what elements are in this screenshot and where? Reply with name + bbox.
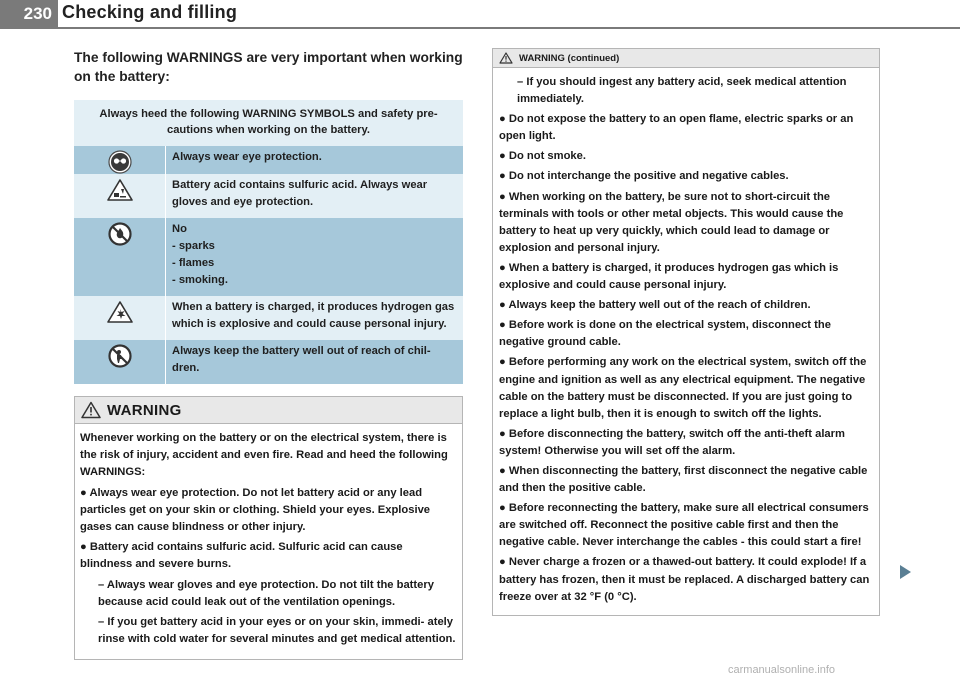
symbol-text: When a battery is charged, it produces hydrogen gas which is explosive and could cause personal injury. [165, 296, 463, 340]
warning-item: ● Never charge a frozen or a thawed-out battery. It could explode! If a battery has frozen, then it must be replaced. A discharged battery can freeze over at 32 °F (0 °C). [499, 556, 870, 603]
warning-item: ● Before disconnecting the battery, switch off the anti-theft alarm system! Otherwise you will set off the alarm. [499, 427, 845, 457]
warning-item: ● When a battery is charged, it produces hydrogen gas which is explosive and could cause personal injury. [499, 261, 839, 292]
warning-subitem: – If you should ingest any battery acid, seek medical attention immediately. [517, 76, 847, 106]
warning-intro: Whenever working on the battery or on the electrical system, there is the risk of injury, accident and even fire. Read and heed the following WARNINGS: [80, 432, 448, 479]
intro-text: The following WARNINGS are very important when working on the battery: [74, 50, 463, 84]
warning-symbols-table [74, 100, 463, 384]
warning-item: ● Before reconnecting the battery, make sure all electrical consumers are switched off. Reconnect the positive cable first and then the negative cable. Never interchange the cables - this could start a fire! [499, 502, 869, 549]
right-column [492, 48, 880, 616]
warning-item: ● Do not smoke. [499, 150, 586, 163]
warning-continued-title: WARNING (continued) [519, 52, 620, 64]
warning-item: ● Do not expose the battery to an open flame, electric sparks or an open light. [499, 113, 854, 143]
warning-continued-box [492, 48, 880, 616]
warning-continued-header [493, 49, 879, 68]
warning-item: ● When disconnecting the battery, first disconnect the negative cable and then the positive cable. [499, 464, 868, 495]
symbol-row [74, 174, 463, 218]
warning-item: ● Before work is done on the electrical system, disconnect the negative ground cable. [499, 319, 831, 349]
warning-item: ● Always keep the battery well out of the reach of children. [499, 299, 811, 312]
symbol-row [74, 340, 463, 384]
warning-triangle-icon [81, 401, 101, 419]
symbol-text: No - sparks - flames - smoking. [165, 218, 463, 296]
symbol-row [74, 218, 463, 296]
warning-subitem: – Always wear gloves and eye protection. Do not tilt the battery because acid could leak out of the ventilation openings. [98, 578, 434, 608]
explosion-warning-icon [107, 300, 133, 324]
warning-triangle-icon [499, 52, 513, 64]
warning-item: ● Before performing any work on the electrical system, switch off the engine and ignition as well as any electrical equipment. The negative cable on the battery must be disconnected. If you are just going to replace a light bulb, then it is enough to switch off the lights. [499, 356, 867, 420]
header-rule [0, 27, 960, 29]
warning-item: ● Battery acid contains sulfuric acid. Sulfuric acid can cause blindness and severe burns. [80, 541, 403, 571]
eye-protection-icon [108, 150, 132, 174]
symbols-table-heading: Always heed the following WARNING SYMBOLS and safety pre- cautions when working on the battery. [74, 100, 463, 146]
watermark: carmanualsonline.info [728, 664, 836, 676]
acid-warning-icon [107, 178, 133, 202]
symbol-row [74, 146, 463, 174]
warning-title: WARNING [107, 401, 182, 419]
warning-header [75, 397, 462, 424]
section-title: Checking and filling [62, 2, 238, 22]
no-fire-icon [108, 222, 132, 246]
symbol-text: Always wear eye protection. [165, 146, 463, 174]
warning-subitem: – If you get battery acid in your eyes or on your skin, immedi- ately rinse with cold water for several minutes and get medical attention. [98, 616, 456, 646]
next-page-arrow-icon[interactable] [898, 564, 912, 580]
warning-box [74, 396, 463, 660]
warning-item: ● When working on the battery, be sure not to short-circuit the terminals with tools or other metal objects. This would cause the battery to heat up very quickly, which could lead to damage or explosion and personal injury. [499, 190, 844, 254]
left-column [74, 48, 463, 660]
symbol-text: Always keep the battery well out of reach of chil- dren. [165, 340, 463, 384]
keep-away-children-icon [108, 344, 132, 368]
symbol-row [74, 296, 463, 340]
symbol-text: Battery acid contains sulfuric acid. Always wear gloves and eye protection. [165, 174, 463, 218]
warning-item: ● Do not interchange the positive and negative cables. [499, 170, 789, 183]
warning-item: ● Always wear eye protection. Do not let battery acid or any lead particles get on your skin or clothing. Shield your eyes. Explosive gases can cause blindness or other injury. [80, 486, 431, 534]
page-number: 230 [0, 0, 58, 27]
warning-continued-body [493, 68, 879, 615]
warning-body [75, 424, 462, 659]
